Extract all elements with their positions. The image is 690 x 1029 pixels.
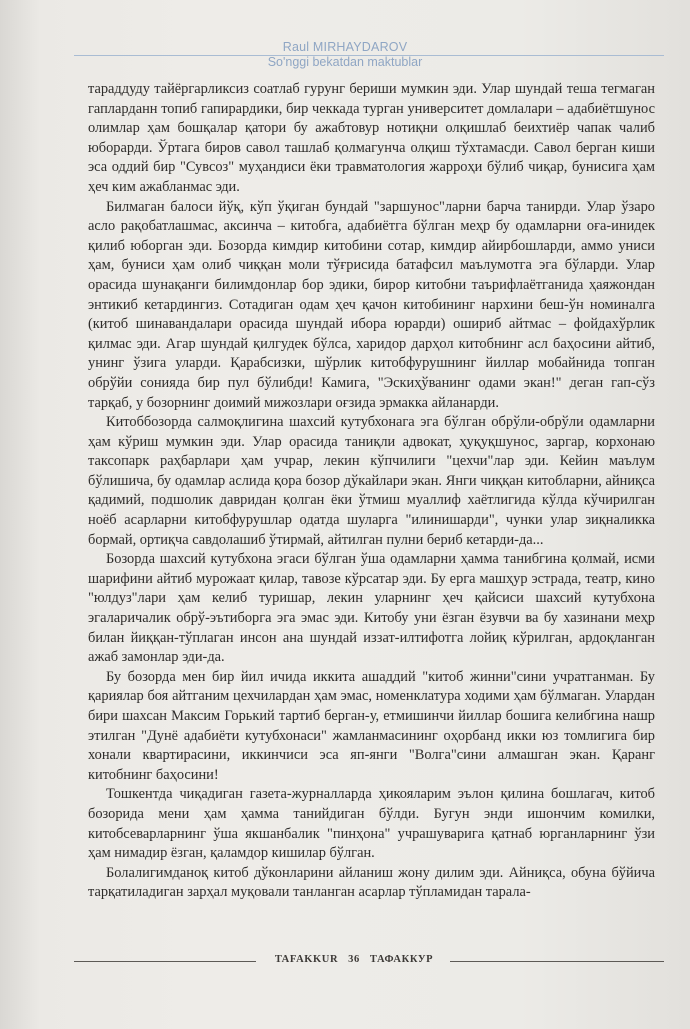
article-body: [88, 80, 655, 903]
header-rule: [74, 55, 664, 56]
footer-title-cyrillic: ТАФАККУР: [369, 954, 434, 965]
footer-rule-left: [74, 961, 256, 962]
paragraph-7: Болалигимданоқ китоб дўконларини айланиш жону дилим эди. Айниқса, обуна бўйича тарқатиладиган зарҳал муқовали танланган асарлар тўпламидан тарала-: [88, 864, 655, 901]
footer-rule-right: [450, 961, 664, 962]
footer-title-latin: TAFAKKUR: [274, 954, 339, 965]
paragraph-4: Бозорда шахсий кутубхона эгаси бўлган ўша одамларни ҳамма танибгина қолмай, исми шарифини айтиб мурожаат қилар, тавозе кўрсатар эди. Бу ерга машҳур эстрада, театр, кино "юлдуз"лари ҳам келиб туришар, лекин уларнинг ҳеч қайсиси шахсий кутубхона эгаларичалик обрў-эътиборга эга эмас эди. Китобу уни ёзган ёзувчи ва бу хазинани меҳр билан йиққан-тўплаган инсон ана шундай иззат-илтифотга лойиқ кўрилган, ардоқланган ажаб замонлар эди-да.: [88, 551, 655, 666]
header-subtitle: So'nggi bekatdan maktublar: [267, 55, 423, 69]
paragraph-3: Китоббозорда салмоқлигина шахсий кутубхонага эга бўлган обрўли-обрўли одамларни ҳам кўриш мумкин эди. Улар орасида таниқли адвокат, ҳуқуқшунос, заргар, корхонаю таксопарк раҳбарлари ҳам учрар, лекин кўпчилиги "цехчи"лар эди. Кейин маълум бўлишича, бу одамлар аслида қора бозор дўкайлари экан. Янги чиққан китобларни, айниқса қадимий, подшолик давридан қолган ёки ўтмиш муаллиф хаётлигида кўлда кўчирилган ноёб асарларни китобфурушлар одатда шуларга "илинишарди", чунки улар зиқналикка бормай, ортиқча савдолашиб ўтирмай, айтилган пулни бериб кетарди-да...: [88, 414, 655, 548]
page-number: 36: [348, 954, 360, 965]
paragraph-5: Бу бозорда мен бир йил ичида иккита ашаддий "китоб жинни"сини учратганман. Бу қариялар боя айтганим цехчилардан ҳам эмас, номенклатура ходими ҳам бўлмаган. Улардан бири шахсан Максим Горький тартиб берган-у, етмишинчи йиллар бошига келибгина нашр этилган "Дунё адабиёти кутубхонаси" жамланмасининг оҳорбанд икки юз томлигига бир хонали квартирасини, иккинчиси эса яп-янги "Волга"сини алмашган экан. Қаранг китобнинг баҳосини!: [88, 668, 655, 783]
paragraph-6: Тошкентда чиқадиган газета-журналларда ҳикояларим эълон қилина бошлагач, китоб бозорида мени ҳам ҳамма танийдиган бўлди. Бугун энди ишончим комилки, китобсеварларнинг ўша якшанбалик "пинҳона" учрашуварига қатнаб юрганларнинг ўзи ҳам нимадир ёзган, қаламдор кишилар бўлган.: [88, 786, 655, 862]
footer-label: [264, 954, 444, 965]
header-author: Raul MIRHAYDAROV: [282, 40, 408, 54]
running-footer: [74, 954, 664, 970]
paragraph-2: Билмаган балоси йўқ, кўп ўқиган бундай "заршунос"ларни барча танирди. Улар ўзаро асло рақобатлашмас, аксинча – китобга, адабиётга бўлган меҳр бу одамларни оға-инидек қилиб юборган эди. Бозорда кимдир китобини сотар, кимдир айирбошларди, аммо униси ҳам, буниси ҳам олиб чиққан моли тўғрисида батафсил маълумотга эга бўларди. Улар орасида шунақанги билимдонлар бор эдики, бирор китобни таърифлаётганида ҳаяжондан энтикиб кетардингиз. Сотадиган одам ҳеч қачон китобининг нархини беш-ўн номиналга (китоб шинавандалари орасида шундай ибора юрарди) ошириб айтмас – фойдахўрлик қилмас эди. Агар шундай қилгудек бўлса, харидор дарҳол китобнинг асл баҳосини айтиб, унинг ўзига уларди. Қарабсизки, шўрлик китобфурушнинг йиллар мобайнида топган обрўйи сониядa бир пул бўлибди! Камига, "Эскиҳўванинг одами экан!" деган гап-сўз тарқаб, у бозорнинг доимий мижозлари оғзида эрмакка айланарди.: [88, 198, 655, 411]
paragraph-1: тараддуду тайёргарликсиз соатлаб гурунг бериши мумкин эди. Улар шундай теша тегмаган гапларданн топиб гапирардики, бир чеккада турган университет домлалари – адабиётшунос олимлар ҳам бошқалар қатори бу ажабтовур нотиқни олқишлаб беихтиёр чапак чалиб юборарди. Ўртага биров савол ташлаб қолмагунча олқиш тўхтамасди. Савол берган киши эса оддий бир "Сувсоз" муҳандиси ёки травматология жарроҳи бўлиб чиқар, бунисига ҳам ҳеч ким ажабланмас эди.: [88, 81, 655, 195]
